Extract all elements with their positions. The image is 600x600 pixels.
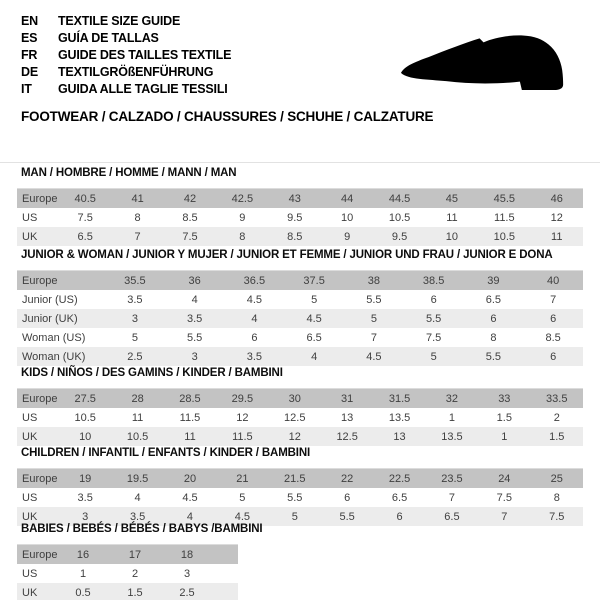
section-children bbox=[17, 447, 583, 526]
section-title: MAN / HOMBRE / HOMME / MANN / MAN bbox=[21, 167, 237, 179]
size-value-cell: 36.5 bbox=[225, 271, 285, 291]
size-value-cell: 5 bbox=[404, 347, 464, 366]
size-value-cell: 5 bbox=[344, 309, 404, 328]
size-value-cell: 11 bbox=[164, 427, 216, 446]
table-row bbox=[17, 271, 583, 291]
size-value-cell: 10.5 bbox=[74, 411, 96, 424]
size-value-cell: 42 bbox=[164, 189, 216, 209]
section-title: CHILDREN / INFANTIL / ENFANTS / KINDER / BAMBINI bbox=[21, 447, 311, 459]
size-value-cell: 10 bbox=[341, 211, 354, 224]
size-value-cell: 28 bbox=[111, 389, 163, 409]
language-row-de bbox=[21, 64, 231, 81]
size-value-cell: 5.5 bbox=[464, 347, 524, 366]
size-value-cell: 7.5 bbox=[496, 491, 512, 504]
size-value-cell: 7 bbox=[370, 331, 377, 344]
filler-cell bbox=[213, 583, 238, 600]
size-value-cell: 4.5 bbox=[182, 491, 198, 504]
category-title: FOOTWEAR / CALZADO / CHAUSSURES / SCHUHE / CALZATURE bbox=[21, 109, 434, 124]
size-value-cell: 4 bbox=[134, 491, 141, 504]
size-value-cell: 5.5 bbox=[287, 491, 303, 504]
size-value-cell: 33.5 bbox=[531, 389, 583, 409]
size-value-cell: 22.5 bbox=[373, 469, 425, 489]
size-value-cell: 33 bbox=[478, 389, 530, 409]
table-row bbox=[17, 208, 583, 227]
row-label-cell: Woman (US) bbox=[22, 331, 86, 344]
size-value-cell: 1.5 bbox=[531, 427, 583, 446]
size-value-cell: 19 bbox=[59, 469, 111, 489]
size-value-cell: 35.5 bbox=[105, 271, 165, 291]
size-value-cell: 39 bbox=[464, 271, 524, 291]
size-value-cell: 6 bbox=[373, 507, 425, 526]
table-row bbox=[17, 408, 583, 427]
size-value-cell: 13.5 bbox=[388, 411, 411, 424]
table-row bbox=[17, 583, 238, 600]
size-value-cell: 1 bbox=[448, 411, 455, 424]
size-value-cell: 7.5 bbox=[425, 331, 442, 344]
size-value-cell: 3 bbox=[59, 507, 111, 526]
size-value-cell: 3.5 bbox=[77, 491, 93, 504]
size-value-cell: 5 bbox=[269, 507, 321, 526]
size-value-cell: 9 bbox=[239, 211, 246, 224]
size-value-cell: 6.5 bbox=[485, 293, 502, 306]
size-value-cell: 7.5 bbox=[531, 507, 583, 526]
size-value-cell: 1.5 bbox=[109, 583, 161, 600]
language-header-block bbox=[21, 13, 231, 98]
size-value-cell: 3.5 bbox=[225, 347, 285, 366]
size-value-cell: 4.5 bbox=[246, 293, 263, 306]
size-value-cell: 29.5 bbox=[216, 389, 268, 409]
table-row bbox=[17, 488, 583, 507]
size-value-cell: 10 bbox=[59, 427, 111, 446]
size-value-cell: 3.5 bbox=[165, 309, 225, 328]
size-value-cell: 41 bbox=[111, 189, 163, 209]
size-value-cell: 43 bbox=[269, 189, 321, 209]
size-value-cell: 25 bbox=[531, 469, 583, 489]
size-value-cell: 22 bbox=[321, 469, 373, 489]
row-label-cell: US bbox=[22, 567, 38, 580]
size-value-cell: 42.5 bbox=[216, 189, 268, 209]
size-table-junior-woman bbox=[17, 270, 583, 366]
dress-shoe-icon bbox=[399, 34, 571, 92]
size-value-cell: 45.5 bbox=[478, 189, 530, 209]
size-value-cell: 7 bbox=[550, 293, 557, 306]
size-value-cell: 16 bbox=[57, 545, 109, 565]
size-value-cell: 17 bbox=[109, 545, 161, 565]
size-value-cell: 28.5 bbox=[164, 389, 216, 409]
size-table-babies bbox=[17, 544, 238, 600]
size-value-cell: 9.5 bbox=[373, 227, 425, 246]
size-value-cell: 13 bbox=[341, 411, 354, 424]
language-label: GUIDA ALLE TAGLIE TESSILI bbox=[58, 82, 228, 96]
size-value-cell: 38.5 bbox=[404, 271, 464, 291]
language-label: TEXTILE SIZE GUIDE bbox=[58, 14, 181, 28]
row-label-cell: Europe bbox=[17, 389, 59, 409]
section-babies bbox=[17, 523, 262, 600]
filler-cell bbox=[213, 564, 238, 583]
row-label-cell: Junior (UK) bbox=[17, 309, 105, 328]
language-code: IT bbox=[21, 82, 32, 96]
row-label-cell: UK bbox=[17, 427, 59, 446]
size-value-cell: 10.5 bbox=[388, 211, 411, 224]
size-value-cell: 12 bbox=[269, 427, 321, 446]
language-code: DE bbox=[21, 65, 38, 79]
size-value-cell: 4 bbox=[164, 507, 216, 526]
size-value-cell: 7.5 bbox=[77, 211, 93, 224]
size-value-cell: 11 bbox=[446, 211, 458, 224]
size-value-cell: 12 bbox=[550, 211, 563, 224]
size-value-cell: 9.5 bbox=[287, 211, 303, 224]
size-value-cell: 4.5 bbox=[284, 309, 344, 328]
size-value-cell: 3 bbox=[105, 309, 165, 328]
size-value-cell: 2.5 bbox=[161, 583, 213, 600]
table-row bbox=[17, 564, 238, 583]
size-value-cell: 6 bbox=[523, 347, 583, 366]
size-value-cell: 4 bbox=[191, 293, 198, 306]
size-value-cell: 4 bbox=[225, 309, 285, 328]
section-title: BABIES / BEBÉS / BÉBÉS / BABYS /BAMBINI bbox=[21, 523, 263, 535]
language-label: TEXTILGRÖßENFÜHRUNG bbox=[58, 65, 214, 79]
section-title: KIDS / NIÑOS / DES GAMINS / KINDER / BAMBINI bbox=[21, 367, 283, 379]
size-value-cell: 6.5 bbox=[426, 507, 478, 526]
size-value-cell: 36 bbox=[165, 271, 225, 291]
size-value-cell: 4 bbox=[284, 347, 344, 366]
table-row bbox=[17, 189, 583, 209]
size-value-cell: 11 bbox=[531, 227, 583, 246]
row-label-cell: Europe bbox=[17, 189, 59, 209]
size-value-cell: 3.5 bbox=[127, 293, 143, 306]
size-value-cell: 12 bbox=[236, 411, 249, 424]
size-value-cell: 12.5 bbox=[321, 427, 373, 446]
size-value-cell: 13.5 bbox=[426, 427, 478, 446]
size-value-cell: 8.5 bbox=[545, 331, 561, 344]
row-label-cell: UK bbox=[17, 583, 57, 600]
size-value-cell: 5 bbox=[311, 293, 318, 306]
row-label-cell: Woman (UK) bbox=[17, 347, 105, 366]
size-value-cell: 1.5 bbox=[496, 411, 512, 424]
table-row bbox=[17, 469, 583, 489]
size-value-cell: 38 bbox=[344, 271, 404, 291]
size-value-cell: 7 bbox=[111, 227, 163, 246]
size-value-cell: 40.5 bbox=[59, 189, 111, 209]
language-row-it bbox=[21, 81, 231, 98]
size-value-cell: 13 bbox=[373, 427, 425, 446]
size-value-cell: 8.5 bbox=[269, 227, 321, 246]
size-value-cell: 21 bbox=[216, 469, 268, 489]
filler-cell bbox=[213, 545, 238, 565]
size-value-cell: 3.5 bbox=[111, 507, 163, 526]
size-value-cell: 4.5 bbox=[216, 507, 268, 526]
size-value-cell: 10.5 bbox=[111, 427, 163, 446]
size-value-cell: 18 bbox=[161, 545, 213, 565]
size-value-cell: 46 bbox=[531, 189, 583, 209]
size-value-cell: 32 bbox=[426, 389, 478, 409]
size-value-cell: 3 bbox=[183, 567, 191, 580]
row-label-cell: US bbox=[22, 411, 38, 424]
size-value-cell: 44.5 bbox=[373, 189, 425, 209]
size-value-cell: 23.5 bbox=[426, 469, 478, 489]
size-value-cell: 1 bbox=[478, 427, 530, 446]
language-code: ES bbox=[21, 31, 38, 45]
section-kids bbox=[17, 367, 583, 446]
table-row bbox=[17, 309, 583, 328]
size-value-cell: 6.5 bbox=[391, 491, 408, 504]
size-value-cell: 27.5 bbox=[59, 389, 111, 409]
language-label: GUÍA DE TALLAS bbox=[58, 31, 159, 45]
size-value-cell: 40 bbox=[523, 271, 583, 291]
row-label-cell: Europe bbox=[17, 271, 105, 291]
size-value-cell: 6 bbox=[430, 293, 437, 306]
size-value-cell: 8 bbox=[490, 331, 497, 344]
row-label-cell: Europe bbox=[17, 545, 57, 565]
size-value-cell: 11.5 bbox=[216, 427, 268, 446]
size-value-cell: 6 bbox=[344, 491, 351, 504]
size-value-cell: 37.5 bbox=[284, 271, 344, 291]
size-value-cell: 44 bbox=[321, 189, 373, 209]
language-row-en bbox=[21, 13, 231, 30]
language-code: FR bbox=[21, 48, 38, 62]
size-value-cell: 19.5 bbox=[111, 469, 163, 489]
size-value-cell: 5.5 bbox=[404, 309, 464, 328]
size-value-cell: 6.5 bbox=[306, 331, 322, 344]
size-value-cell: 5.5 bbox=[366, 293, 382, 306]
size-table-man bbox=[17, 188, 583, 246]
size-value-cell: 2 bbox=[553, 411, 560, 424]
size-value-cell: 11 bbox=[131, 411, 144, 424]
size-value-cell: 3 bbox=[165, 347, 225, 366]
language-row-fr bbox=[21, 47, 231, 64]
size-value-cell: 2 bbox=[131, 567, 139, 580]
size-value-cell: 6 bbox=[251, 331, 258, 344]
section-title: JUNIOR & WOMAN / JUNIOR Y MUJER / JUNIOR ET FEMME / JUNIOR UND FRAU / JUNIOR E DONA bbox=[21, 249, 553, 261]
size-table-kids bbox=[17, 388, 583, 446]
size-value-cell: 0.5 bbox=[57, 583, 109, 600]
size-value-cell: 5 bbox=[239, 491, 246, 504]
row-label-cell: US bbox=[22, 211, 38, 224]
size-value-cell: 9 bbox=[321, 227, 373, 246]
row-label-cell: US bbox=[22, 491, 38, 504]
language-code: EN bbox=[21, 14, 38, 28]
table-row bbox=[17, 389, 583, 409]
size-value-cell: 10 bbox=[426, 227, 478, 246]
language-row-es bbox=[21, 30, 231, 47]
size-value-cell: 7 bbox=[448, 491, 455, 504]
row-label-cell: UK bbox=[17, 227, 59, 246]
size-table-children bbox=[17, 468, 583, 526]
size-value-cell: 6.5 bbox=[59, 227, 111, 246]
row-label-cell: UK bbox=[17, 507, 59, 526]
size-value-cell: 45 bbox=[426, 189, 478, 209]
size-value-cell: 1 bbox=[79, 567, 87, 580]
section-junior-woman bbox=[17, 249, 583, 366]
size-value-cell: 31 bbox=[321, 389, 373, 409]
size-value-cell: 20 bbox=[164, 469, 216, 489]
header-divider bbox=[0, 162, 600, 163]
table-row bbox=[17, 427, 583, 446]
size-value-cell: 5.5 bbox=[321, 507, 373, 526]
size-value-cell: 10.5 bbox=[478, 227, 530, 246]
table-row bbox=[17, 347, 583, 366]
size-value-cell: 6 bbox=[523, 309, 583, 328]
size-value-cell: 8 bbox=[216, 227, 268, 246]
size-value-cell: 6 bbox=[464, 309, 524, 328]
size-value-cell: 2.5 bbox=[105, 347, 165, 366]
section-man bbox=[17, 167, 583, 246]
row-label-cell: Europe bbox=[17, 469, 59, 489]
size-value-cell: 21.5 bbox=[269, 469, 321, 489]
size-value-cell: 30 bbox=[269, 389, 321, 409]
size-value-cell: 4.5 bbox=[344, 347, 404, 366]
table-row bbox=[17, 227, 583, 246]
table-row bbox=[17, 545, 238, 565]
table-row bbox=[17, 290, 583, 309]
size-value-cell: 5 bbox=[131, 331, 138, 344]
size-value-cell: 5.5 bbox=[186, 331, 203, 344]
table-row bbox=[17, 328, 583, 347]
size-value-cell: 12.5 bbox=[284, 411, 306, 424]
size-value-cell: 24 bbox=[478, 469, 530, 489]
size-value-cell: 7.5 bbox=[164, 227, 216, 246]
size-value-cell: 11.5 bbox=[179, 411, 201, 424]
size-value-cell: 8.5 bbox=[182, 211, 198, 224]
language-label: GUIDE DES TAILLES TEXTILE bbox=[58, 48, 232, 62]
size-value-cell: 7 bbox=[478, 507, 530, 526]
size-value-cell: 8 bbox=[134, 211, 141, 224]
size-value-cell: 11.5 bbox=[494, 211, 515, 224]
size-value-cell: 31.5 bbox=[373, 389, 425, 409]
size-value-cell: 8 bbox=[553, 491, 560, 504]
row-label-cell: Junior (US) bbox=[22, 293, 78, 306]
